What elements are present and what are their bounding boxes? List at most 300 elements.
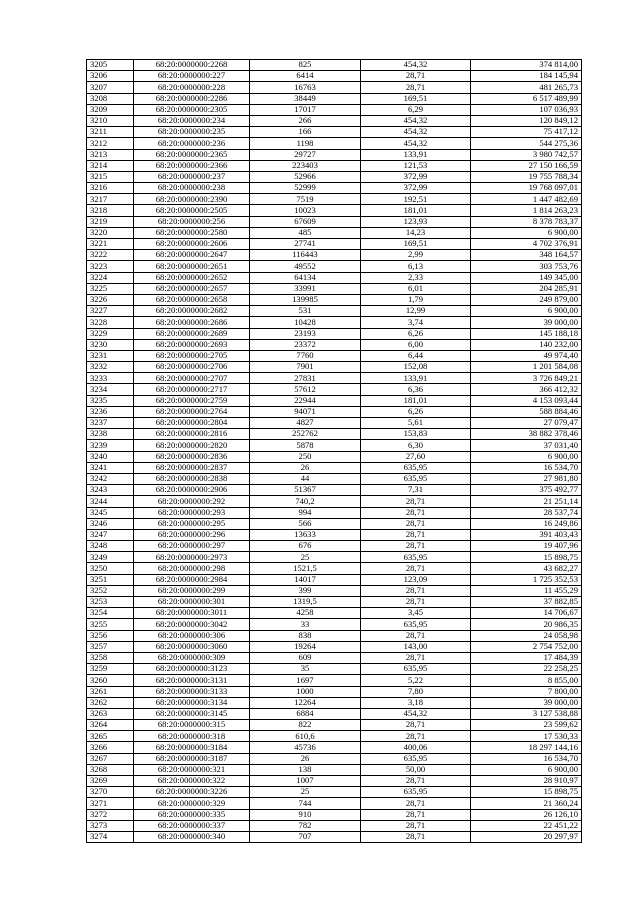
cadastral-number-cell: 68:20:0000000:292 xyxy=(134,496,250,507)
specific-value-cell: 28,71 xyxy=(361,798,471,809)
row-number-cell: 3245 xyxy=(87,507,134,518)
table-row xyxy=(87,283,582,294)
cadastral-number-cell: 68:20:0000000:2717 xyxy=(134,384,250,395)
area-cell: 822 xyxy=(250,720,361,731)
area-cell: 1000 xyxy=(250,686,361,697)
specific-value-cell: 181,01 xyxy=(361,205,471,216)
specific-value-cell: 143,00 xyxy=(361,641,471,652)
specific-value-cell: 635,95 xyxy=(361,552,471,563)
cadastral-number-cell: 68:20:0000000:2689 xyxy=(134,328,250,339)
row-number-cell: 3239 xyxy=(87,440,134,451)
cadastral-value-cell: 22 451,22 xyxy=(471,820,582,831)
cadastral-number-cell: 68:20:0000000:337 xyxy=(134,820,250,831)
cadastral-number-cell: 68:20:0000000:2707 xyxy=(134,373,250,384)
area-cell: 52966 xyxy=(250,171,361,182)
table-row xyxy=(87,753,582,764)
cadastral-value-cell: 15 898,75 xyxy=(471,787,582,798)
area-cell: 25 xyxy=(250,787,361,798)
cadastral-value-cell: 2 754 752,00 xyxy=(471,641,582,652)
cadastral-value-cell: 15 898,75 xyxy=(471,552,582,563)
cadastral-value-cell: 6 900,00 xyxy=(471,764,582,775)
specific-value-cell: 454,32 xyxy=(361,138,471,149)
cadastral-value-cell: 1 201 584,08 xyxy=(471,362,582,373)
cadastral-value-cell: 23 599,62 xyxy=(471,720,582,731)
cadastral-number-cell: 68:20:0000000:315 xyxy=(134,720,250,731)
cadastral-number-cell: 68:20:0000000:2366 xyxy=(134,160,250,171)
cadastral-value-cell: 16 534,70 xyxy=(471,462,582,473)
row-number-cell: 3234 xyxy=(87,384,134,395)
cadastral-number-cell: 68:20:0000000:293 xyxy=(134,507,250,518)
area-cell: 12264 xyxy=(250,697,361,708)
table-row xyxy=(87,798,582,809)
specific-value-cell: 372,99 xyxy=(361,183,471,194)
specific-value-cell: 28,71 xyxy=(361,82,471,93)
cadastral-value-cell: 43 682,27 xyxy=(471,563,582,574)
cadastral-value-cell: 28 537,74 xyxy=(471,507,582,518)
area-cell: 7760 xyxy=(250,350,361,361)
row-number-cell: 3256 xyxy=(87,630,134,641)
cadastral-value-cell: 140 232,00 xyxy=(471,339,582,350)
row-number-cell: 3232 xyxy=(87,362,134,373)
table-row xyxy=(87,373,582,384)
table-row xyxy=(87,831,582,842)
row-number-cell: 3263 xyxy=(87,708,134,719)
area-cell: 531 xyxy=(250,306,361,317)
table-row xyxy=(87,227,582,238)
area-cell: 138 xyxy=(250,764,361,775)
row-number-cell: 3266 xyxy=(87,742,134,753)
table-row xyxy=(87,630,582,641)
specific-value-cell: 27,60 xyxy=(361,451,471,462)
specific-value-cell: 123,93 xyxy=(361,216,471,227)
specific-value-cell: 2,33 xyxy=(361,272,471,283)
table-row xyxy=(87,440,582,451)
cadastral-value-cell: 3 726 849,21 xyxy=(471,373,582,384)
row-number-cell: 3242 xyxy=(87,473,134,484)
table-row xyxy=(87,608,582,619)
specific-value-cell: 635,95 xyxy=(361,462,471,473)
cadastral-number-cell: 68:20:0000000:321 xyxy=(134,764,250,775)
cadastral-value-cell: 4 702 376,91 xyxy=(471,239,582,250)
cadastral-number-cell: 68:20:0000000:228 xyxy=(134,82,250,93)
row-number-cell: 3267 xyxy=(87,753,134,764)
specific-value-cell: 3,74 xyxy=(361,317,471,328)
row-number-cell: 3223 xyxy=(87,261,134,272)
cadastral-number-cell: 68:20:0000000:297 xyxy=(134,541,250,552)
area-cell: 782 xyxy=(250,820,361,831)
area-cell: 910 xyxy=(250,809,361,820)
row-number-cell: 3225 xyxy=(87,283,134,294)
specific-value-cell: 372,99 xyxy=(361,171,471,182)
cadastral-value-cell: 1 725 352,53 xyxy=(471,574,582,585)
specific-value-cell: 28,71 xyxy=(361,518,471,529)
cadastral-number-cell: 68:20:0000000:318 xyxy=(134,731,250,742)
specific-value-cell: 3,18 xyxy=(361,697,471,708)
table-row xyxy=(87,93,582,104)
cadastral-value-cell: 1 814 263,23 xyxy=(471,205,582,216)
cadastral-number-cell: 68:20:0000000:2820 xyxy=(134,440,250,451)
area-cell: 35 xyxy=(250,664,361,675)
cadastral-number-cell: 68:20:0000000:236 xyxy=(134,138,250,149)
cadastral-number-cell: 68:20:0000000:2816 xyxy=(134,429,250,440)
area-cell: 23193 xyxy=(250,328,361,339)
cadastral-number-cell: 68:20:0000000:3184 xyxy=(134,742,250,753)
cadastral-value-cell: 19 407,96 xyxy=(471,541,582,552)
specific-value-cell: 50,00 xyxy=(361,764,471,775)
specific-value-cell: 152,08 xyxy=(361,362,471,373)
cadastral-number-cell: 68:20:0000000:309 xyxy=(134,652,250,663)
table-row xyxy=(87,115,582,126)
row-number-cell: 3213 xyxy=(87,149,134,160)
specific-value-cell: 12,99 xyxy=(361,306,471,317)
cadastral-number-cell: 68:20:0000000:3133 xyxy=(134,686,250,697)
cadastral-value-cell: 3 127 538,88 xyxy=(471,708,582,719)
cadastral-number-cell: 68:20:0000000:2580 xyxy=(134,227,250,238)
specific-value-cell: 6,01 xyxy=(361,283,471,294)
specific-value-cell: 6,29 xyxy=(361,104,471,115)
cadastral-number-cell: 68:20:0000000:335 xyxy=(134,809,250,820)
row-number-cell: 3244 xyxy=(87,496,134,507)
specific-value-cell: 169,51 xyxy=(361,239,471,250)
area-cell: 116443 xyxy=(250,250,361,261)
specific-value-cell: 6,13 xyxy=(361,261,471,272)
specific-value-cell: 3,45 xyxy=(361,608,471,619)
specific-value-cell: 28,71 xyxy=(361,541,471,552)
specific-value-cell: 635,95 xyxy=(361,753,471,764)
cadastral-value-cell: 49 974,40 xyxy=(471,350,582,361)
cadastral-value-cell: 17 530,33 xyxy=(471,731,582,742)
cadastral-value-cell: 1 447 482,69 xyxy=(471,194,582,205)
cadastral-number-cell: 68:20:0000000:2647 xyxy=(134,250,250,261)
area-cell: 1521,5 xyxy=(250,563,361,574)
cadastral-number-cell: 68:20:0000000:3042 xyxy=(134,619,250,630)
row-number-cell: 3259 xyxy=(87,664,134,675)
table-row xyxy=(87,384,582,395)
area-cell: 51367 xyxy=(250,485,361,496)
area-cell: 266 xyxy=(250,115,361,126)
table-row xyxy=(87,239,582,250)
row-number-cell: 3214 xyxy=(87,160,134,171)
area-cell: 14017 xyxy=(250,574,361,585)
cadastral-value-cell: 374 814,00 xyxy=(471,60,582,71)
table-row xyxy=(87,518,582,529)
specific-value-cell: 635,95 xyxy=(361,619,471,630)
table-row xyxy=(87,619,582,630)
table-row xyxy=(87,764,582,775)
row-number-cell: 3264 xyxy=(87,720,134,731)
cadastral-value-cell: 18 297 144,16 xyxy=(471,742,582,753)
cadastral-value-cell: 19 768 097,01 xyxy=(471,183,582,194)
table-row xyxy=(87,272,582,283)
table-row xyxy=(87,171,582,182)
area-cell: 26 xyxy=(250,753,361,764)
row-number-cell: 3249 xyxy=(87,552,134,563)
cadastral-number-cell: 68:20:0000000:322 xyxy=(134,776,250,787)
area-cell: 166 xyxy=(250,127,361,138)
cadastral-value-cell: 37 882,85 xyxy=(471,597,582,608)
specific-value-cell: 635,95 xyxy=(361,664,471,675)
row-number-cell: 3238 xyxy=(87,429,134,440)
cadastral-value-cell: 588 884,46 xyxy=(471,406,582,417)
cadastral-value-cell: 17 484,39 xyxy=(471,652,582,663)
row-number-cell: 3255 xyxy=(87,619,134,630)
row-number-cell: 3243 xyxy=(87,485,134,496)
row-number-cell: 3248 xyxy=(87,541,134,552)
specific-value-cell: 400,06 xyxy=(361,742,471,753)
row-number-cell: 3270 xyxy=(87,787,134,798)
area-cell: 676 xyxy=(250,541,361,552)
row-number-cell: 3233 xyxy=(87,373,134,384)
cadastral-number-cell: 68:20:0000000:2838 xyxy=(134,473,250,484)
row-number-cell: 3227 xyxy=(87,306,134,317)
row-number-cell: 3229 xyxy=(87,328,134,339)
area-cell: 33 xyxy=(250,619,361,630)
table-row xyxy=(87,205,582,216)
cadastral-number-cell: 68:20:0000000:234 xyxy=(134,115,250,126)
cadastral-value-cell: 21 360,24 xyxy=(471,798,582,809)
cadastral-value-cell: 249 879,00 xyxy=(471,294,582,305)
table-row xyxy=(87,138,582,149)
cadastral-number-cell: 68:20:0000000:299 xyxy=(134,585,250,596)
area-cell: 27831 xyxy=(250,373,361,384)
specific-value-cell: 28,71 xyxy=(361,630,471,641)
table-row xyxy=(87,82,582,93)
row-number-cell: 3252 xyxy=(87,585,134,596)
table-row xyxy=(87,451,582,462)
cadastral-number-cell: 68:20:0000000:2365 xyxy=(134,149,250,160)
row-number-cell: 3224 xyxy=(87,272,134,283)
table-row xyxy=(87,306,582,317)
table-row xyxy=(87,652,582,663)
cadastral-number-cell: 68:20:0000000:301 xyxy=(134,597,250,608)
specific-value-cell: 6,00 xyxy=(361,339,471,350)
specific-value-cell: 169,51 xyxy=(361,93,471,104)
table-row xyxy=(87,183,582,194)
specific-value-cell: 28,71 xyxy=(361,809,471,820)
specific-value-cell: 181,01 xyxy=(361,395,471,406)
cadastral-value-cell: 544 275,36 xyxy=(471,138,582,149)
table-row xyxy=(87,787,582,798)
area-cell: 485 xyxy=(250,227,361,238)
row-number-cell: 3209 xyxy=(87,104,134,115)
cadastral-value-cell: 38 882 378,46 xyxy=(471,429,582,440)
table-row xyxy=(87,686,582,697)
table-row xyxy=(87,809,582,820)
area-cell: 1319,5 xyxy=(250,597,361,608)
row-number-cell: 3230 xyxy=(87,339,134,350)
row-number-cell: 3241 xyxy=(87,462,134,473)
area-cell: 566 xyxy=(250,518,361,529)
cadastral-value-cell: 27 981,80 xyxy=(471,473,582,484)
cadastral-number-cell: 68:20:0000000:3060 xyxy=(134,641,250,652)
cadastral-number-cell: 68:20:0000000:2686 xyxy=(134,317,250,328)
area-cell: 4827 xyxy=(250,418,361,429)
cadastral-value-cell: 8 855,00 xyxy=(471,675,582,686)
area-cell: 1198 xyxy=(250,138,361,149)
cadastral-number-cell: 68:20:0000000:238 xyxy=(134,183,250,194)
cadastral-value-cell: 75 417,12 xyxy=(471,127,582,138)
cadastral-number-cell: 68:20:0000000:235 xyxy=(134,127,250,138)
cadastral-value-cell: 14 706,67 xyxy=(471,608,582,619)
specific-value-cell: 121,53 xyxy=(361,160,471,171)
cadastral-value-cell: 6 900,00 xyxy=(471,306,582,317)
area-cell: 609 xyxy=(250,652,361,663)
row-number-cell: 3211 xyxy=(87,127,134,138)
table-row xyxy=(87,820,582,831)
cadastral-number-cell: 68:20:0000000:2906 xyxy=(134,485,250,496)
specific-value-cell: 28,71 xyxy=(361,776,471,787)
specific-value-cell: 6,44 xyxy=(361,350,471,361)
cadastral-number-cell: 68:20:0000000:3134 xyxy=(134,697,250,708)
table-row xyxy=(87,675,582,686)
specific-value-cell: 133,91 xyxy=(361,373,471,384)
area-cell: 1007 xyxy=(250,776,361,787)
area-cell: 825 xyxy=(250,60,361,71)
row-number-cell: 3240 xyxy=(87,451,134,462)
table-row xyxy=(87,731,582,742)
specific-value-cell: 454,32 xyxy=(361,127,471,138)
cadastral-value-cell: 39 000,00 xyxy=(471,697,582,708)
area-cell: 44 xyxy=(250,473,361,484)
table-row xyxy=(87,194,582,205)
cadastral-number-cell: 68:20:0000000:237 xyxy=(134,171,250,182)
area-cell: 64134 xyxy=(250,272,361,283)
table-row xyxy=(87,294,582,305)
table-row xyxy=(87,406,582,417)
area-cell: 17017 xyxy=(250,104,361,115)
specific-value-cell: 28,71 xyxy=(361,652,471,663)
specific-value-cell: 454,32 xyxy=(361,708,471,719)
table-row xyxy=(87,429,582,440)
area-cell: 1697 xyxy=(250,675,361,686)
cadastral-value-cell: 303 753,76 xyxy=(471,261,582,272)
specific-value-cell: 454,32 xyxy=(361,60,471,71)
specific-value-cell: 28,71 xyxy=(361,820,471,831)
table-row xyxy=(87,720,582,731)
cadastral-number-cell: 68:20:0000000:3145 xyxy=(134,708,250,719)
area-cell: 29727 xyxy=(250,149,361,160)
specific-value-cell: 1,79 xyxy=(361,294,471,305)
row-number-cell: 3217 xyxy=(87,194,134,205)
area-cell: 52999 xyxy=(250,183,361,194)
cadastral-number-cell: 68:20:0000000:340 xyxy=(134,831,250,842)
area-cell: 707 xyxy=(250,831,361,842)
cadastral-number-cell: 68:20:0000000:306 xyxy=(134,630,250,641)
cadastral-number-cell: 68:20:0000000:227 xyxy=(134,71,250,82)
cadastral-value-cell: 27 079,47 xyxy=(471,418,582,429)
cadastral-value-cell: 37 031,40 xyxy=(471,440,582,451)
cadastral-number-cell: 68:20:0000000:2837 xyxy=(134,462,250,473)
specific-value-cell: 28,71 xyxy=(361,831,471,842)
row-number-cell: 3273 xyxy=(87,820,134,831)
row-number-cell: 3246 xyxy=(87,518,134,529)
table-row xyxy=(87,60,582,71)
cadastral-number-cell: 68:20:0000000:3011 xyxy=(134,608,250,619)
row-number-cell: 3208 xyxy=(87,93,134,104)
cadastral-number-cell: 68:20:0000000:2606 xyxy=(134,239,250,250)
cadastral-value-cell: 28 910,97 xyxy=(471,776,582,787)
cadastral-number-cell: 68:20:0000000:329 xyxy=(134,798,250,809)
row-number-cell: 3262 xyxy=(87,697,134,708)
area-cell: 7519 xyxy=(250,194,361,205)
cadastral-value-cell: 16 249,86 xyxy=(471,518,582,529)
specific-value-cell: 28,71 xyxy=(361,529,471,540)
table-row xyxy=(87,395,582,406)
area-cell: 94071 xyxy=(250,406,361,417)
row-number-cell: 3205 xyxy=(87,60,134,71)
area-cell: 16763 xyxy=(250,82,361,93)
specific-value-cell: 6,26 xyxy=(361,406,471,417)
area-cell: 250 xyxy=(250,451,361,462)
table-row xyxy=(87,507,582,518)
area-cell: 38449 xyxy=(250,93,361,104)
specific-value-cell: 6,36 xyxy=(361,384,471,395)
cadastral-value-cell: 39 000,00 xyxy=(471,317,582,328)
row-number-cell: 3251 xyxy=(87,574,134,585)
table-row xyxy=(87,71,582,82)
table-row xyxy=(87,328,582,339)
cadastral-number-cell: 68:20:0000000:2658 xyxy=(134,294,250,305)
table-row xyxy=(87,250,582,261)
area-cell: 23372 xyxy=(250,339,361,350)
specific-value-cell: 28,71 xyxy=(361,496,471,507)
cadastral-number-cell: 68:20:0000000:2706 xyxy=(134,362,250,373)
table-row xyxy=(87,462,582,473)
table-row xyxy=(87,496,582,507)
specific-value-cell: 28,71 xyxy=(361,563,471,574)
area-cell: 6884 xyxy=(250,708,361,719)
cadastral-value-cell: 6 900,00 xyxy=(471,227,582,238)
area-cell: 67609 xyxy=(250,216,361,227)
cadastral-number-cell: 68:20:0000000:2652 xyxy=(134,272,250,283)
row-number-cell: 3212 xyxy=(87,138,134,149)
row-number-cell: 3231 xyxy=(87,350,134,361)
area-cell: 994 xyxy=(250,507,361,518)
cadastral-number-cell: 68:20:0000000:2984 xyxy=(134,574,250,585)
row-number-cell: 3228 xyxy=(87,317,134,328)
specific-value-cell: 5,61 xyxy=(361,418,471,429)
cadastral-number-cell: 68:20:0000000:3123 xyxy=(134,664,250,675)
specific-value-cell: 6,30 xyxy=(361,440,471,451)
area-cell: 399 xyxy=(250,585,361,596)
area-cell: 610,6 xyxy=(250,731,361,742)
row-number-cell: 3236 xyxy=(87,406,134,417)
cadastral-number-cell: 68:20:0000000:2505 xyxy=(134,205,250,216)
table-body xyxy=(87,60,582,843)
table-row xyxy=(87,127,582,138)
table-row xyxy=(87,216,582,227)
row-number-cell: 3235 xyxy=(87,395,134,406)
row-number-cell: 3257 xyxy=(87,641,134,652)
cadastral-value-cell: 6 517 489,99 xyxy=(471,93,582,104)
cadastral-value-cell: 22 258,25 xyxy=(471,664,582,675)
area-cell: 744 xyxy=(250,798,361,809)
cadastral-value-cell: 366 412,32 xyxy=(471,384,582,395)
cadastral-number-cell: 68:20:0000000:2651 xyxy=(134,261,250,272)
cadastral-number-cell: 68:20:0000000:3131 xyxy=(134,675,250,686)
specific-value-cell: 5,22 xyxy=(361,675,471,686)
cadastral-number-cell: 68:20:0000000:2693 xyxy=(134,339,250,350)
table-row xyxy=(87,473,582,484)
cadastral-number-cell: 68:20:0000000:2705 xyxy=(134,350,250,361)
table-row xyxy=(87,418,582,429)
table-row xyxy=(87,597,582,608)
specific-value-cell: 28,71 xyxy=(361,597,471,608)
specific-value-cell: 133,91 xyxy=(361,149,471,160)
cadastral-value-cell: 120 849,12 xyxy=(471,115,582,126)
specific-value-cell: 7,80 xyxy=(361,686,471,697)
cadastral-number-cell: 68:20:0000000:3187 xyxy=(134,753,250,764)
